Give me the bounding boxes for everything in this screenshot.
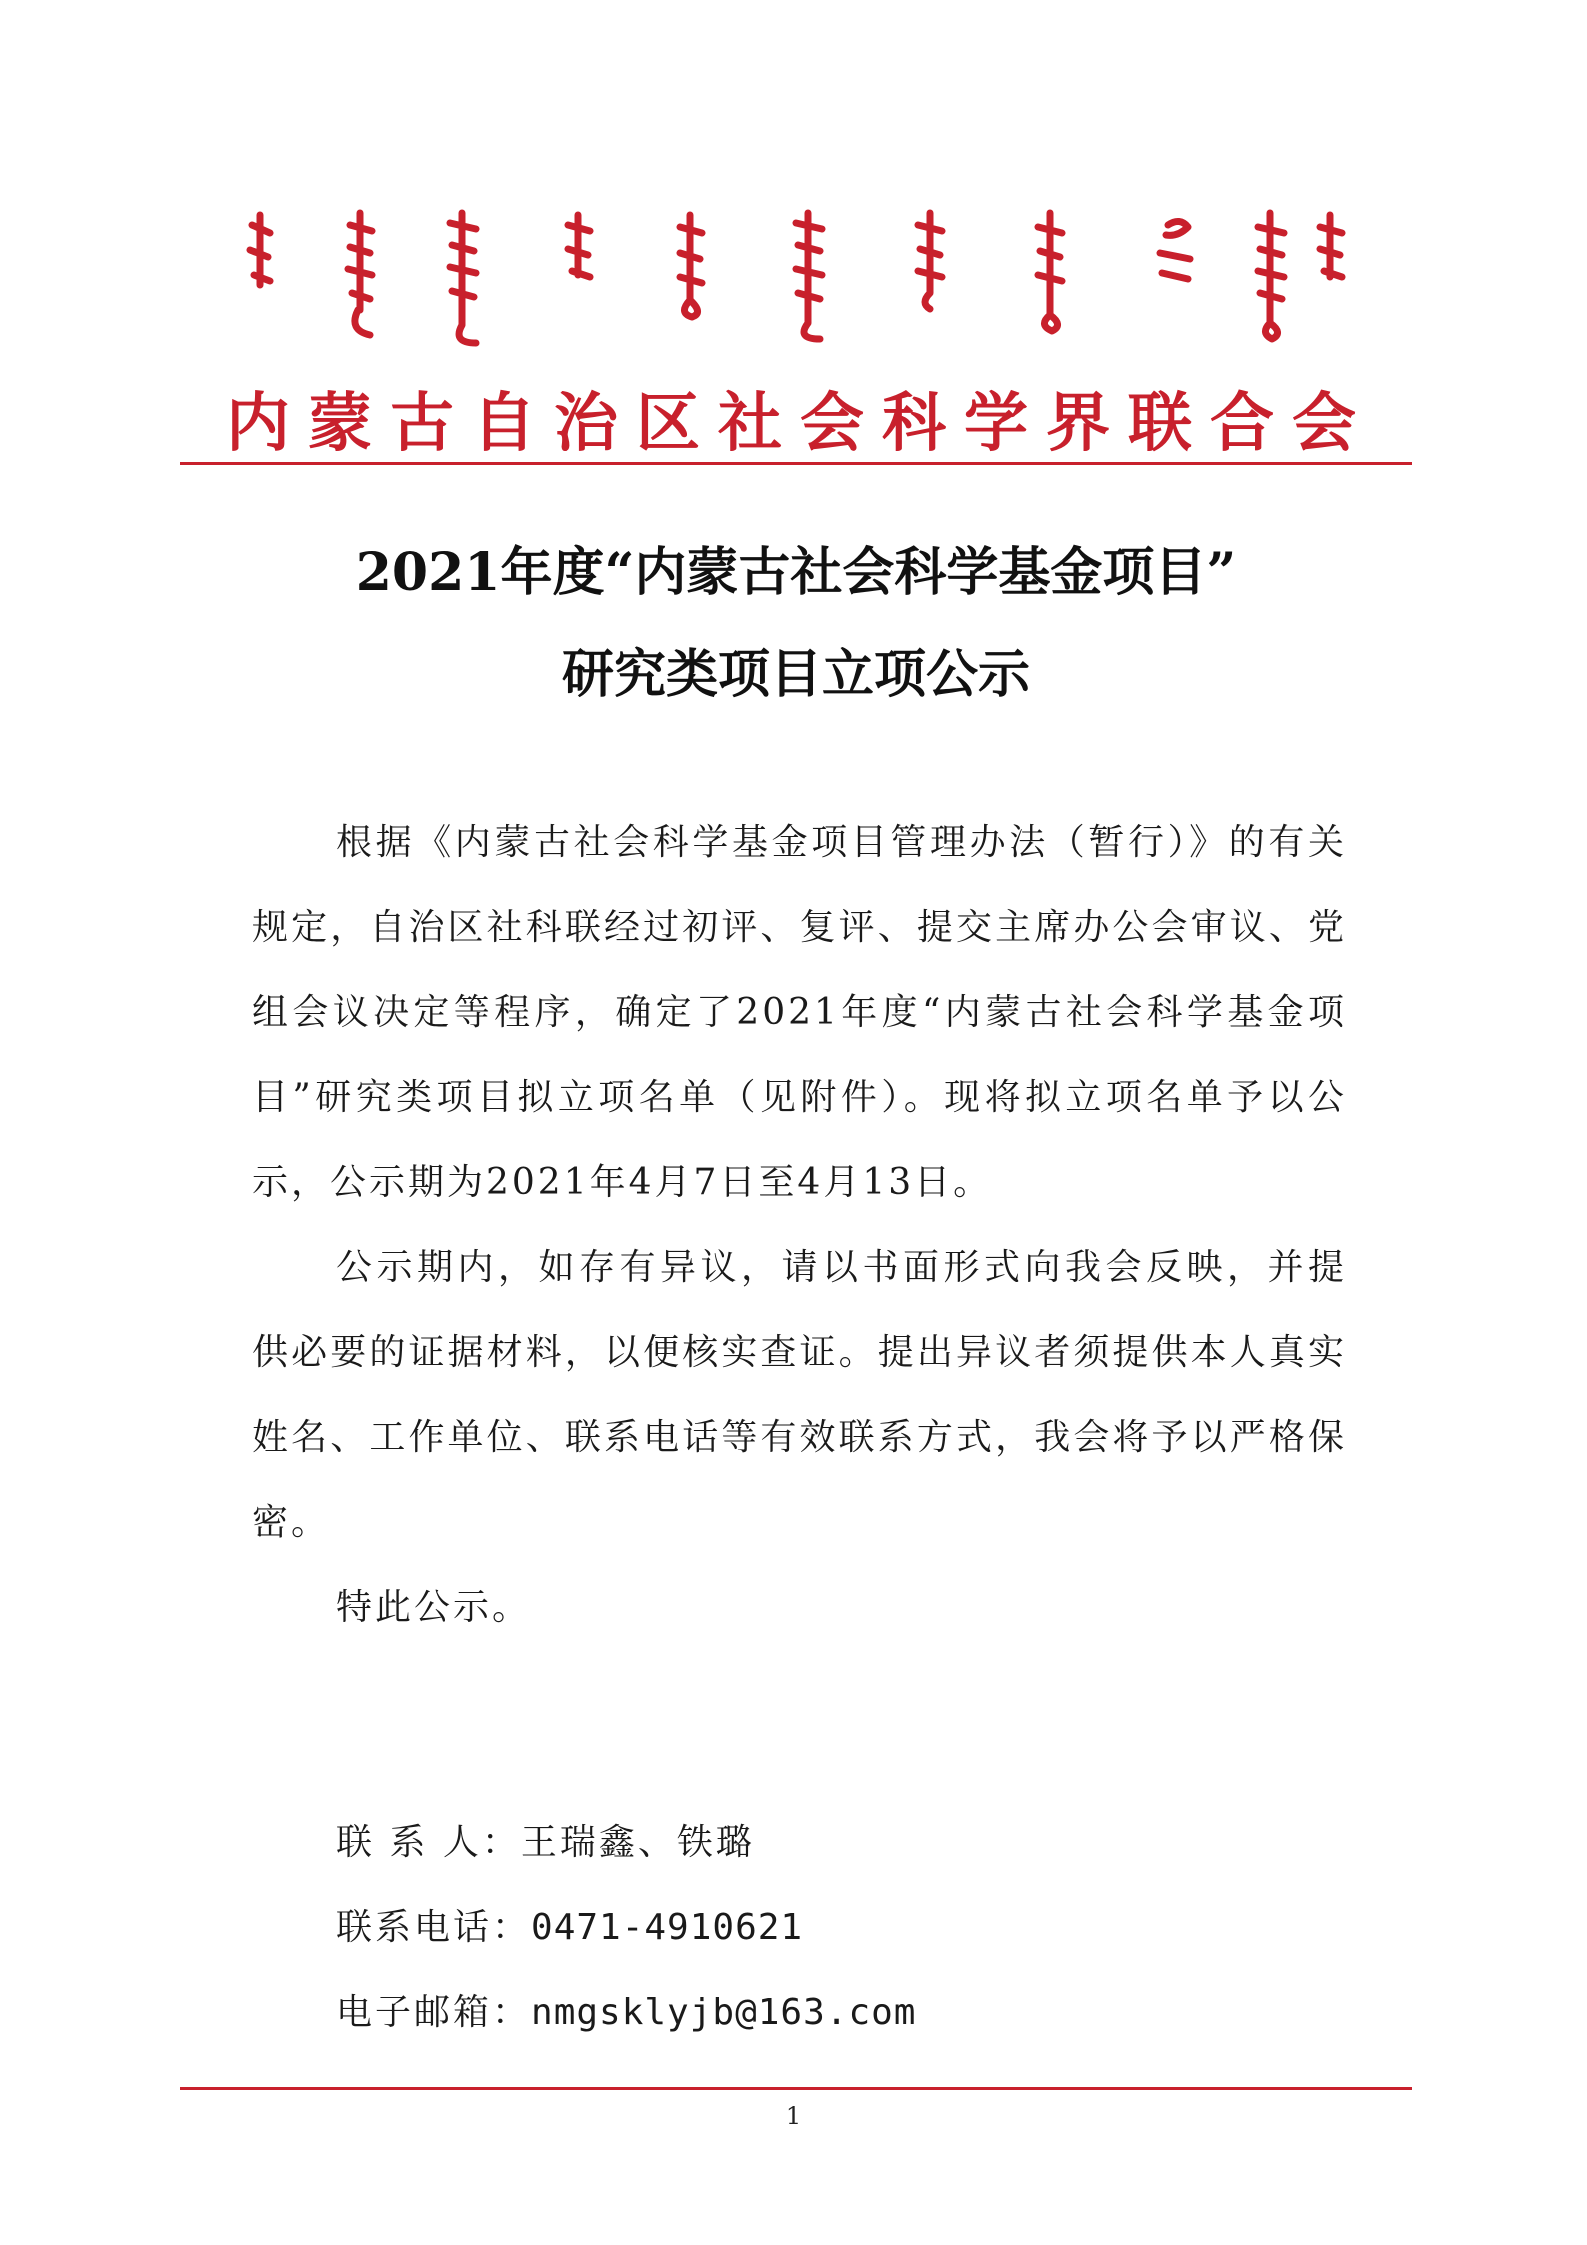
header-divider — [180, 462, 1412, 465]
contact-phone-value: 0471-4910621 — [531, 1907, 804, 1948]
contact-phone-label: 联系电话： — [336, 1907, 532, 1948]
contact-email-label: 电子邮箱： — [336, 1992, 532, 2033]
contact-person-row — [336, 1800, 1336, 1885]
closing-line: 特此公示。 — [336, 1587, 532, 1628]
footer-divider — [180, 2087, 1412, 2090]
body-paragraph-1: 根据《内蒙古社会科学基金项目管理办法（暂行）》的有关规定，自治区社科联经过初评、复评、提交主席办公会审议、党组会议决定等程序，确定了2021年度“内蒙古社会科学基金项目”研究类项目拟立项名单（见附件）。现将拟立项名单予以公示，公示期为2021年4月7日至4月13日。 — [252, 822, 1347, 1203]
document-title-line-2: 研究类项目立项公示 — [561, 644, 1030, 705]
notice-body — [252, 800, 1347, 1650]
mongolian-script-graphic — [230, 205, 1350, 350]
contact-person-label: 联 系 人： — [336, 1822, 521, 1863]
contact-info — [336, 1800, 1336, 2055]
organization-name: 内蒙古自治区社会科学界联合会 — [226, 386, 1374, 461]
mongolian-script-logo — [230, 205, 1350, 350]
contact-person-value: 王瑞鑫、铁璐 — [520, 1822, 755, 1863]
contact-phone-row — [336, 1885, 1336, 1970]
body-paragraph-2: 公示期内，如存有异议，请以书面形式向我会反映，并提供必要的证据材料，以便核实查证。提出异议者须提供本人真实姓名、工作单位、联系电话等有效联系方式，我会将予以严格保密。 — [252, 1247, 1347, 1543]
document-title-line-1: 2021年度“内蒙古社会科学基金项目” — [355, 542, 1237, 603]
page-number: 1 — [785, 2102, 802, 2130]
contact-email-value: nmgsklyjb@163.com — [531, 1992, 917, 2033]
contact-email-row — [336, 1970, 1336, 2055]
